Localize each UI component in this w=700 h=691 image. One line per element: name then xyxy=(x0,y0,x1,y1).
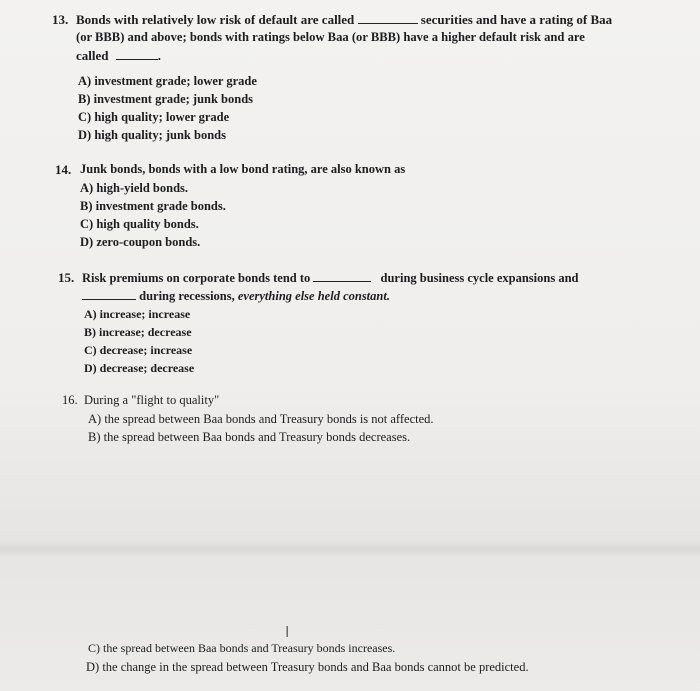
question-16-continued xyxy=(86,640,646,685)
question-stem-line: During a "flight to quality" xyxy=(84,393,220,407)
answer-blank xyxy=(116,47,158,60)
question-16 xyxy=(62,393,662,453)
question-13 xyxy=(52,12,672,152)
question-number: 16. xyxy=(62,393,78,407)
page-fold-shadow xyxy=(0,540,700,558)
question-stem-line: during recessions, everything else held constant. xyxy=(82,287,390,305)
question-stem-line: (or BBB) and above; bonds with ratings below Baa (or BBB) have a higher default risk and are xyxy=(76,30,585,44)
answer-option: B) increase; decrease xyxy=(84,325,192,339)
question-stem-line: Bonds with relatively low risk of default are called securities and have a rating of Baa xyxy=(76,12,613,27)
answer-option: C) high quality; lower grade xyxy=(78,110,230,124)
answer-option: B) investment grade; junk bonds xyxy=(78,92,254,106)
question-number: 15. xyxy=(58,270,75,285)
answer-option: C) the spread between Baa bonds and Treasury bonds increases. xyxy=(88,641,396,655)
answer-option: A) the spread between Baa bonds and Treasury bonds is not affected. xyxy=(88,412,434,426)
answer-option: D) decrease; decrease xyxy=(84,361,195,375)
answer-blank xyxy=(82,287,136,300)
answer-option: D) zero-coupon bonds. xyxy=(80,235,201,249)
answer-option: B) the spread between Baa bonds and Treasury bonds decreases. xyxy=(88,430,411,444)
question-number: 14. xyxy=(55,162,72,177)
answer-option: C) high quality bonds. xyxy=(80,217,199,231)
answer-option: B) investment grade bonds. xyxy=(80,199,226,213)
text-cursor-icon: I xyxy=(285,623,290,641)
question-14 xyxy=(55,162,655,254)
answer-blank xyxy=(358,11,418,24)
answer-option: D) the change in the spread between Treasury bonds and Baa bonds cannot be predicted. xyxy=(86,660,529,674)
answer-blank xyxy=(313,269,371,282)
answer-option: D) high quality; junk bonds xyxy=(78,128,226,142)
answer-option: A) investment grade; lower grade xyxy=(78,74,257,88)
question-number: 13. xyxy=(52,12,69,27)
question-15 xyxy=(58,270,658,380)
answer-option: A) increase; increase xyxy=(84,307,191,321)
answer-option: C) decrease; increase xyxy=(84,343,193,357)
question-stem-line: Risk premiums on corporate bonds tend to during business cycle expansions and xyxy=(82,271,579,285)
question-stem-line: Junk bonds, bonds with a low bond rating, are also known as xyxy=(80,162,406,176)
answer-option: A) high-yield bonds. xyxy=(80,181,189,195)
question-stem-line: called . xyxy=(76,48,161,63)
